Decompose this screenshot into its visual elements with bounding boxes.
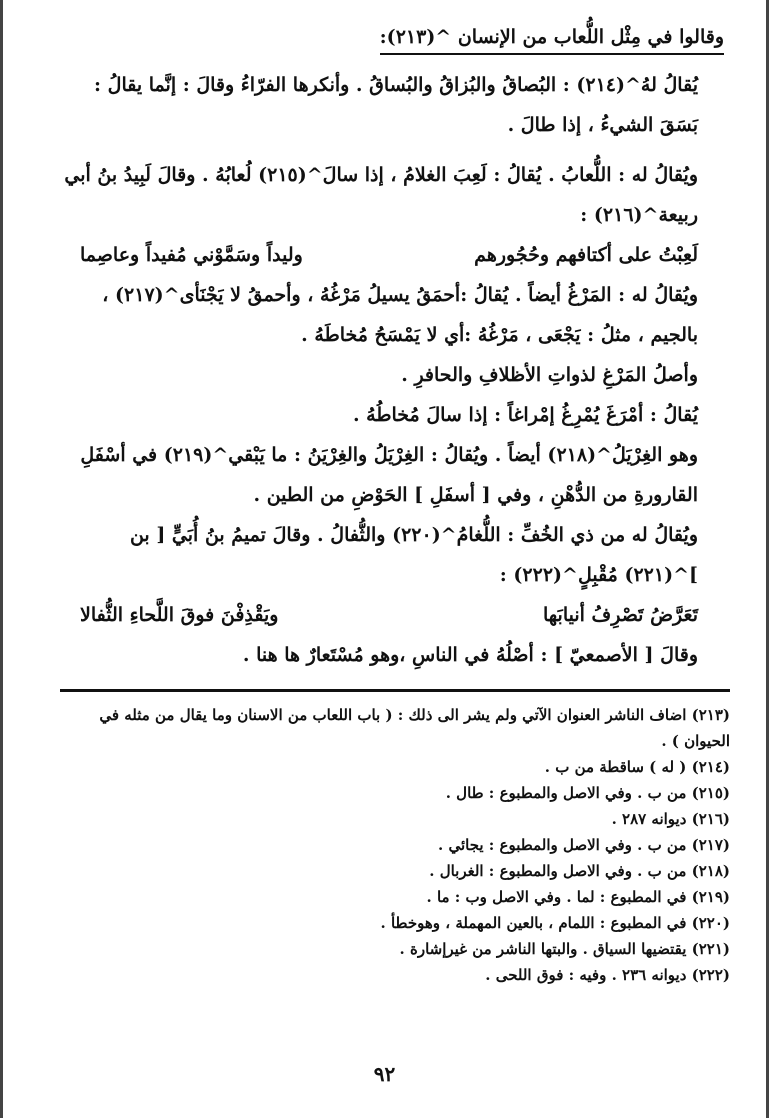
paragraph-lubab: ويُقالُ له : اللُّعابُ . يُقالُ : لَعِبَ الغلامُ ، إذا سالَ^(٢١٥) لُعابُهُ . وقالَ لَبِيدُ بنُ أبي ربيعة^(٢١٦) :	[64, 164, 698, 226]
footnote-item: (٢١٨) من ب . وفي الاصل والمطبوع : الغربال .	[429, 862, 730, 880]
paragraph-ghiryal: وهو الغِرْيَلُ^(٢١٨) أيضاً . ويُقالُ : الغِرْيَلُ والغِرْيَنُ : ما يَبْقي^(٢١٩) في أسْفَلِ القارورةِ من الدُّهْنِ ، وفي [ أسفَلِ ] الحَوْضِ من الطين .	[80, 444, 698, 506]
footnote-item: (٢١٣) اضاف الناشر العنوان الآتي ولم يشر الى ذلك : ( باب اللعاب من الاسنان وما يقال من مثله في الحيوان ) .	[99, 706, 730, 750]
footnote-item: (٢١٦) ديوانه ٢٨٧ .	[611, 810, 730, 828]
paragraph-asl-margh: وأصلُ المَرْغِ لذواتِ الأظلافِ والحافرِ .	[401, 364, 698, 386]
footnote-item: (٢١٩) في المطبوع : لما . وفي الاصل وب : ما .	[426, 888, 730, 906]
footnote-item: (٢١٤) ( له ) ساقطة من ب .	[544, 758, 730, 776]
poem-hemistich-first: لَعِبْتُ على أكتافهم وحُجُورهم	[474, 244, 698, 266]
footnote-item: (٢١٥) من ب . وفي الاصل والمطبوع : طال .	[445, 784, 730, 802]
footnote-item: (٢٢١) يقتضيها السياق . والبتها الناشر من غيرإشارة .	[399, 940, 730, 958]
paragraph-spittle: يُقالُ لهُ^(٢١٤) : البُصاقُ والبُزاقُ والبُساقُ . وأنكرها الفرّاءُ وقالَ : إنَّما يقالُ : بَسَقَ الشيءُ ، إذا طالَ .	[94, 74, 698, 136]
poem-verse-muqbil	[60, 595, 730, 635]
poem-hemistich-second: ويَقْذِفْنَ فوقَ اللَّحاءِ الثُّفالا	[80, 604, 279, 626]
document-page	[60, 22, 730, 988]
paragraph-lughaam: ويُقالُ له من ذي الخُفِّ : اللُّغامُ^(٢٢٠) والثُّفالُ . وقالَ تميمُ بنُ أُبَيٍّ [ بن ]^(٢٢١) مُقْبِلٍ^(٢٢٢) :	[129, 524, 698, 586]
poem-verse-labid	[60, 235, 730, 275]
footnote-separator	[60, 689, 730, 692]
paragraph-asmai: وقالَ [ الأصمعيّ ] : أصْلُهُ في الناسِ ،وهو مُسْتَعارٌ ها هنا .	[242, 644, 698, 666]
footnote-item: (٢٢٠) في المطبوع : اللمام ، بالعين المهملة ، وهوخطأ .	[380, 914, 730, 932]
page-edge-left	[0, 0, 3, 1118]
poem-hemistich-second: وليداً وسَمَّوْني مُفيداً وعاصِما	[80, 244, 303, 266]
paragraph-margh: ويُقالُ له : المَرْغُ أيضاً . يُقالُ :أحمَقُ يسيلُ مَرْغُهُ ، وأحمقُ لا يَجْنَأى^(٢١٧) ، بالجيم ، مثلُ : يَجْعَى ، مَرْغُهُ :أي لا يَمْسَحُ مُخاطَهُ .	[102, 284, 698, 346]
poem-hemistich-first: تَعَرَّضُ تَصْرِفُ أنيابَها	[542, 604, 698, 626]
page-number: ٩٢	[373, 1062, 396, 1086]
footnotes-list	[60, 702, 730, 988]
paragraph-amragha: يُقالُ : أمْرَغَ يُمْرِغُ إمْراغاً : إذا سالَ مُخاطُهُ .	[352, 404, 698, 426]
footnote-item: (٢١٧) من ب . وفي الاصل والمطبوع : يجائي .	[438, 836, 730, 854]
section-heading: وقالوا في مِثْل اللُّعاب من الإنسان ^(٢١٣):	[380, 22, 724, 55]
footnote-item: (٢٢٢) ديوانه ٢٣٦ . وفيه : فوق اللحى .	[485, 966, 730, 984]
